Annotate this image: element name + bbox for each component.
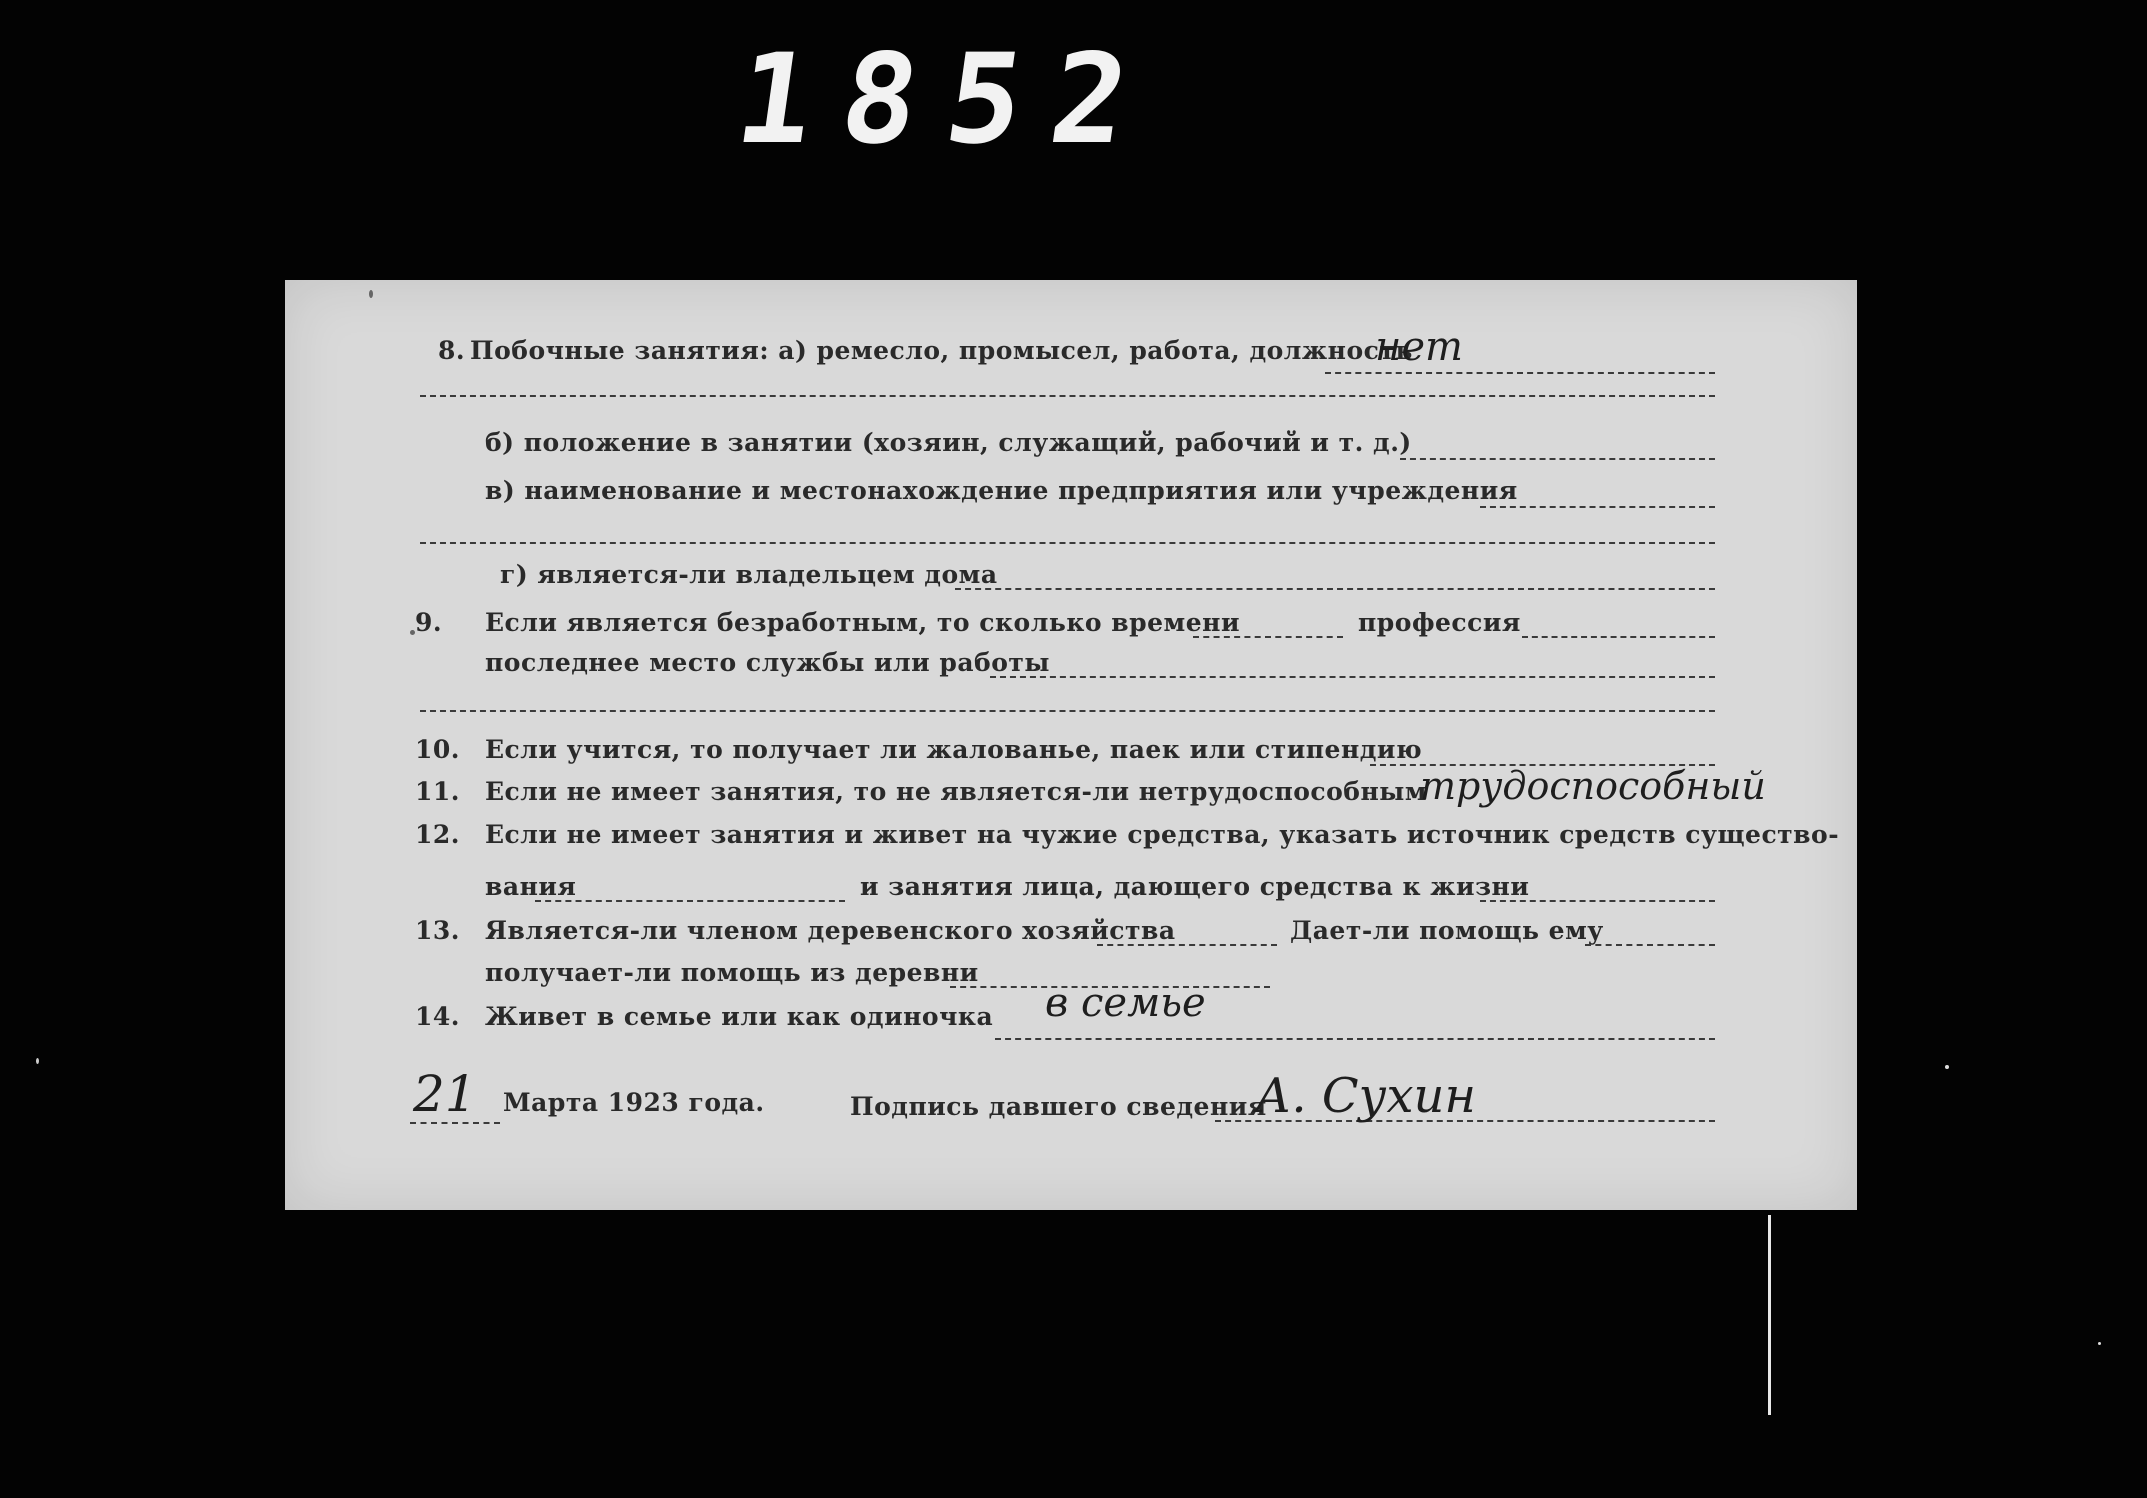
q8-a-continuation-line <box>420 395 1715 397</box>
q10-number: 10. <box>415 735 460 764</box>
q9-label-part1: Если является безработным, то сколько времени <box>485 608 1240 637</box>
q8-v-label: в) наименование и местонахождение предприятия или учреждения <box>485 476 1518 505</box>
q12-row <box>415 820 1839 849</box>
footer-date-text: Марта 1923 года. <box>503 1088 765 1117</box>
footer-day-line <box>410 1122 500 1124</box>
dust-speck <box>2098 1342 2101 1345</box>
q8-a-label: Побочные занятия: а) ремесло, промысел, работа, должность <box>470 336 1413 365</box>
q13-help-line <box>1585 944 1715 946</box>
q13-label-part1: Является-ли членом деревенского хозяйства <box>485 916 1176 945</box>
film-scratch <box>1768 1215 1771 1415</box>
q12-label-line2-start: вания <box>485 872 577 901</box>
q9-profession-line <box>1522 636 1715 638</box>
q10-row <box>415 735 1422 764</box>
q14-row <box>415 1002 993 1031</box>
q12-answer-line <box>1480 900 1715 902</box>
q8-g-label: г) является-ли владельцем дома <box>500 560 998 589</box>
q9-label-part2: профессия <box>1358 608 1521 637</box>
q14-answer: в семье <box>1045 980 1206 1026</box>
q8-g-answer-line <box>955 588 1715 590</box>
dust-speck <box>36 1058 39 1064</box>
q11-answer: трудоспособный <box>1420 764 1766 808</box>
q14-number: 14. <box>415 1002 460 1031</box>
q8-a-answer-line <box>1325 372 1715 374</box>
q14-answer-line <box>995 1038 1715 1040</box>
frame-number: 1852 <box>727 28 1167 172</box>
q9-row <box>415 608 1240 637</box>
q10-label: Если учится, то получает ли жалованье, паек или стипендию <box>485 735 1423 764</box>
q8-a-answer: нет <box>1375 324 1463 370</box>
q8-a-row <box>438 336 1413 365</box>
q13-row <box>415 916 1176 945</box>
dust-speck <box>410 630 415 635</box>
dust-speck <box>1945 1065 1949 1069</box>
q9-last-job-line <box>990 676 1715 678</box>
q12-source-line <box>535 900 845 902</box>
q12-number: 12. <box>415 820 460 849</box>
q12-label-line2-end: и занятия лица, дающего средства к жизни <box>860 872 1530 901</box>
q11-label: Если не имеет занятия, то не является-ли нетрудоспособным <box>485 777 1428 806</box>
q13-label-part2: Дает-ли помощь ему <box>1290 916 1604 945</box>
q11-number: 11. <box>415 777 460 806</box>
q13-label-line2: получает-ли помощь из деревни <box>485 958 979 987</box>
q9-continuation-line <box>420 710 1715 712</box>
dust-speck <box>369 290 373 298</box>
q9-number: 9. <box>415 608 443 637</box>
q12-label-line1: Если не имеет занятия и живет на чужие средства, указать источник средств существо- <box>485 820 1840 849</box>
q8-b-answer-line <box>1400 458 1715 460</box>
q14-label: Живет в семье или как одиночка <box>485 1002 994 1031</box>
q8-b-label: б) положение в занятии (хозяин, служащий, рабочий и т. д.) <box>485 428 1412 457</box>
q13-number: 13. <box>415 916 460 945</box>
footer-signature: А. Сухин <box>1255 1068 1477 1124</box>
q11-row <box>415 777 1427 806</box>
footer-day: 21 <box>413 1065 477 1123</box>
q8-v-answer-line <box>1480 506 1715 508</box>
q8-number: 8. <box>438 336 466 365</box>
q13-member-line <box>1097 944 1277 946</box>
q9-label-line2: последнее место службы или работы <box>485 648 1050 677</box>
form-card <box>285 280 1857 1210</box>
q9-duration-line <box>1193 636 1343 638</box>
footer-signature-label: Подпись давшего сведения <box>850 1092 1267 1121</box>
q8-v-continuation-line <box>420 542 1715 544</box>
